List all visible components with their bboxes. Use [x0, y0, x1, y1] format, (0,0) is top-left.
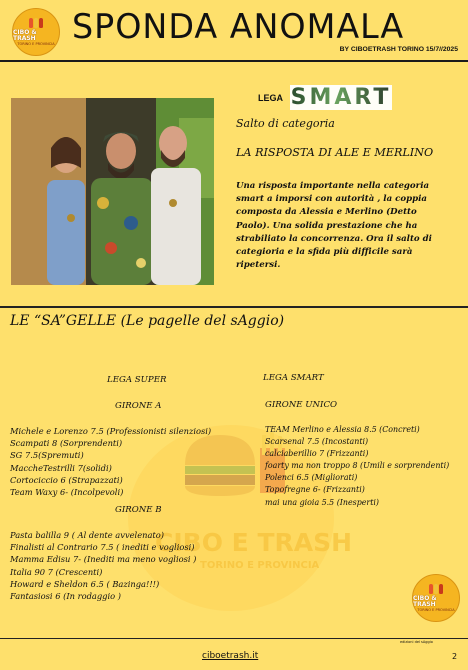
header-logo [12, 8, 60, 56]
footer-logo-text: CIBO & TRASH [413, 594, 437, 608]
list-item: Scarsenal 7.5 (Incostanti) [265, 437, 369, 447]
lega-label: LEGA [258, 93, 284, 103]
feature-body: Una risposta importante nella categoria smart a imporsi con autorità , la coppia composta da Alessia e Merlino (Detto Paolo). Una solida prestazione che ha strabiliato la concorrenza. Ora il salto di categioria e la sfida più difficile sarà ripetersi. [236, 181, 432, 271]
page-number: 2 [452, 652, 458, 661]
list-item: SG 7.5(Spremuti) [10, 450, 84, 461]
list-item: Team Waxy 6- (Incolpevoli) [10, 487, 124, 498]
header-logo-sub: TORINO E PROVINCIA [17, 41, 55, 46]
feature-category: Salto di categoria [236, 117, 335, 130]
footer-note: edizioni del sAggio [400, 640, 433, 644]
list-item: TEAM Merlino e Alessia 8.5 (Concreti) [265, 425, 420, 434]
list-item: Scampati 8 (Sorprendenti) [10, 438, 123, 449]
footer-divider [0, 638, 468, 639]
pagelle-title: LE “SA”GELLE (Le pagelle del sAggio) [10, 313, 285, 329]
list-item: Finalisti al Contrario 7.5 ( inediti e vogliosi) [10, 542, 195, 553]
header-logo-text: CIBO & TRASH [13, 28, 37, 42]
list-item: Howard e Sheldon 6.5 ( Bazinga!!!) [10, 578, 160, 589]
list-item: Mamma Edisu 7- (Inediti ma meno vogliosi ) [10, 554, 197, 565]
list-item: Fantasiosi 6 (In rodaggio ) [10, 591, 121, 602]
footer-logo-sub: TORINO E PROVINCIA [417, 607, 455, 612]
list-item: MaccheTestrilli 7(solidi) [10, 462, 112, 473]
girone-b-list [10, 529, 230, 602]
list-item: Pasta balilla 9 ( Al dente avvelenato) [10, 530, 164, 540]
watermark-text: CIBO E TRASH [155, 528, 353, 557]
girone-b-heading: GIRONE B [115, 505, 162, 515]
girone-a-list [10, 425, 230, 498]
list-item: foarty ma non troppo 8 (Umili e sorprendenti) [265, 461, 450, 471]
list-item: Cortociccio 6 (Strapazzati) [10, 474, 123, 485]
burger-fries-icon [429, 584, 443, 594]
byline: BY CIBOETRASH TORINO 15/7//2025 [339, 46, 458, 53]
list-item: Michele e Lorenzo 7.5 (Professionisti silenziosi) [10, 426, 212, 436]
list-item: Topofregne 6- (Frizzanti) [265, 485, 365, 495]
list-item: Italia 90 7 (Crescenti) [10, 566, 103, 577]
girone-a-heading: GIRONE A [115, 401, 162, 411]
header-divider [0, 60, 468, 62]
burger-fries-icon [29, 18, 43, 28]
team-photo [11, 98, 214, 285]
lega-super-heading: LEGA SUPER [107, 375, 167, 385]
section-divider [0, 306, 468, 308]
smart-logo [290, 85, 392, 110]
list-item: mai una gioia 5.5 (Inesperti) [265, 497, 379, 507]
list-item: Polenci 6.5 (Migliorati) [265, 473, 358, 483]
watermark-sub: TORINO E PROVINCIA [200, 560, 320, 571]
footer-logo [412, 574, 460, 622]
page-title: SPONDA ANOMALA [72, 7, 405, 47]
footer-url-link[interactable]: ciboetrash.it [202, 651, 259, 661]
feature-headline: LA RISPOSTA DI ALE E MERLINO [236, 146, 434, 159]
girone-unico-list [265, 424, 460, 509]
lega-smart-heading: LEGA SMART [263, 373, 324, 383]
list-item: calciaberillio 7 (Frizzanti) [265, 449, 369, 459]
smart-logo-text: SMART [290, 85, 392, 110]
girone-unico-heading: GIRONE UNICO [265, 400, 338, 410]
